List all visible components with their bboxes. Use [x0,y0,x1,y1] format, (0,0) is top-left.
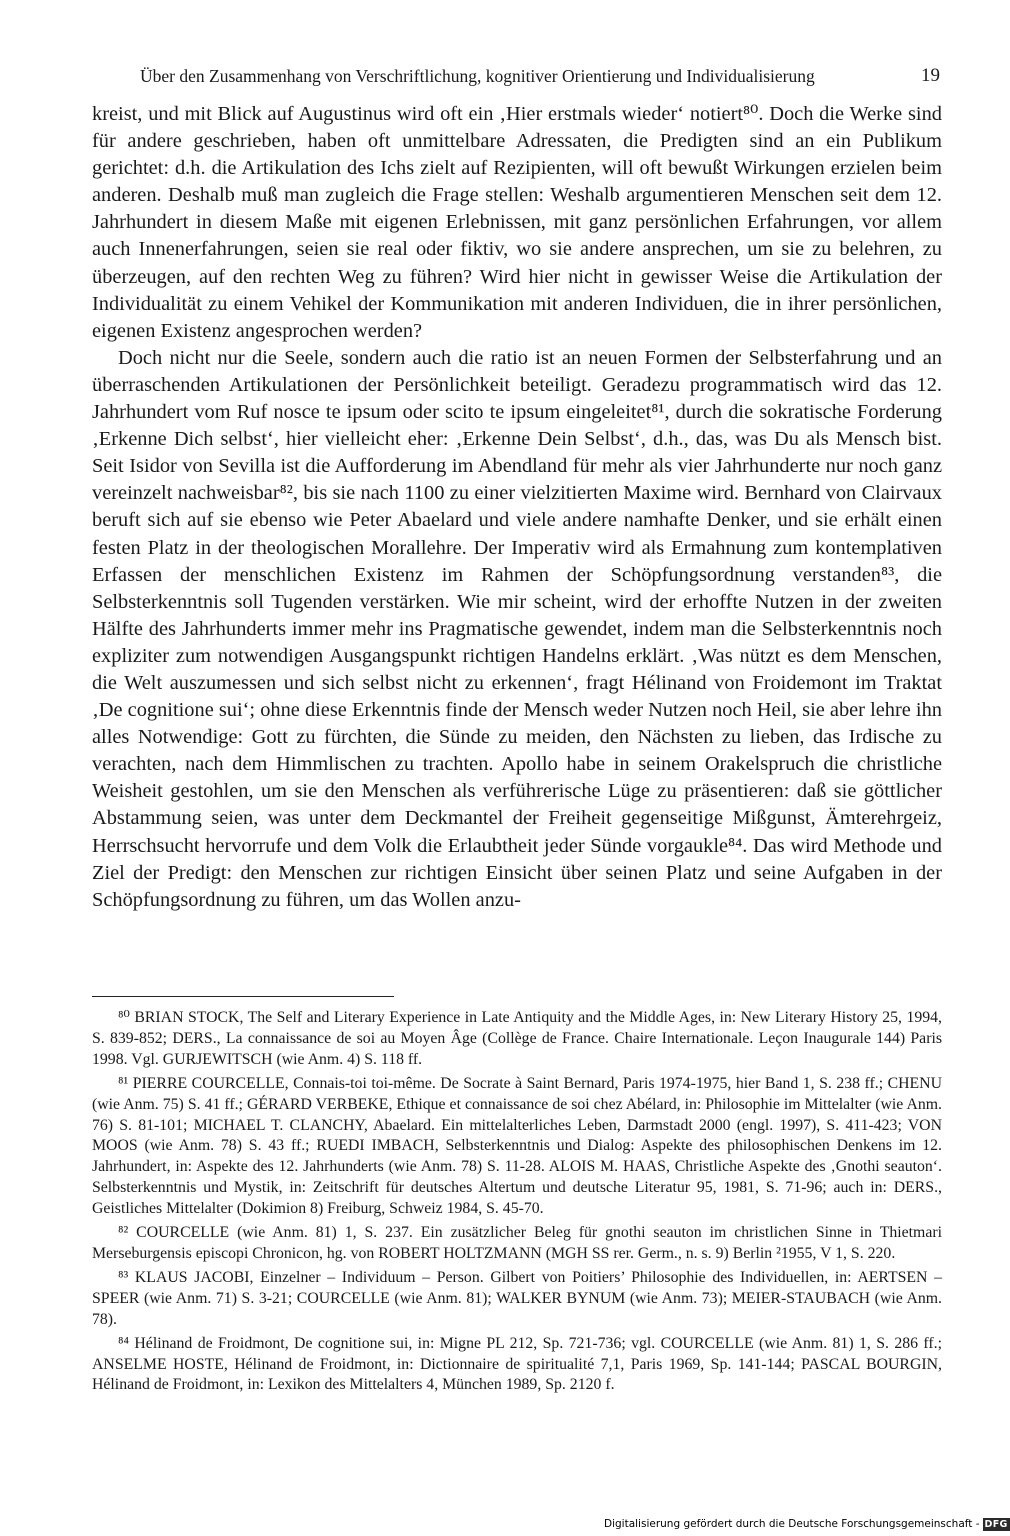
digitization-credit-text: Digitalisierung gefördert durch die Deutsche Forschungsgemeinschaft - [604,1518,980,1530]
digitization-credit [604,1517,1010,1532]
footnote-83: ⁸³ KLAUS JACOBI, Einzelner – Individuum – Person. Gilbert von Poitiers’ Philosophie des Individuellen, in: AERTSEN – SPEER (wie Anm. 71) S. 3-21; COURCELLE (wie Anm. 81); WALKER BYNUM (wie Anm. 73); MEIER-STAUBACH (wie Anm. 78). [92,1268,942,1328]
footnote-separator [92,996,394,997]
body-paragraph-1: kreist, und mit Blick auf Augustinus wird oft ein ‚Hier erstmals wieder‘ notiert⁸⁰. Doch die Werke sind für andere geschrieben, haben oft unmittelbare Adressaten, die Predigten sind an ein Publikum gerichtet: d.h. die Artikulation des Ichs zielt auf Rezipienten, will oft bewußt Wirkungen erzielen beim anderen. Deshalb muß man zugleich die Frage stellen: Weshalb argumentieren Menschen seit dem 12. Jahrhundert in diesem Maße mit eigenen Erlebnissen, mit ganz persönlichen Erfahrungen, vor allem auch Innenerfahrungen, seien sie real oder fiktiv, wo sie andere ansprechen, um sie zu belehren, zu überzeugen, auf den rechten Weg zu führen? Wird hier nicht in gewisser Weise die Artikulation der Individualität zu einem Vehikel der Kommunikation mit anderen Individuen, die in ihrer persönlichen, eigenen Existenz angesprochen werden? [92,103,942,342]
main-text [92,101,942,914]
page-number: 19 [921,65,940,86]
footnote-84: ⁸⁴ Hélinand de Froidmont, De cognitione sui, in: Migne PL 212, Sp. 721-736; vgl. COURCELLE (wie Anm. 81) 1, S. 286 ff.; ANSELME HOSTE, Hélinand de Froidmont, in: Dictionnaire de spiritualité 7,1, Paris 1969, Sp. 141-144; PASCAL BOURGIN, Hélinand de Froidmont, in: Lexikon des Mittelalters 4, München 1989, Sp. 2120 f. [92,1334,942,1394]
footnotes [92,1008,942,1396]
dfg-logo: DFG [984,1519,1008,1530]
body-paragraph-2: Doch nicht nur die Seele, sondern auch die ratio ist an neuen Formen der Selbsterfahrung und an überraschenden Artikulationen der Persönlichkeit beteiligt. Geradezu programmatisch wird das 12. Jahrhundert vom Ruf nosce te ipsum oder scito te ipsum eingeleitet⁸¹, durch die sokratische Forderung ‚Erkenne Dich selbst‘, hier vielleicht eher: ‚Erkenne Dein Selbst‘, d.h., das, was Du als Mensch bist. Seit Isidor von Sevilla ist die Aufforderung im Abendland für mehr als vier Jahrhunderte nur noch ganz vereinzelt nachweisbar⁸², bis sie nach 1100 zu einer vielzitierten Maxime wird. Bernhard von Clairvaux beruft sich auf sie ebenso wie Peter Abaelard und viele andere namhafte Denker, und sie erhält einen festen Platz in der theologischen Morallehre. Der Imperativ wird als Ermahnung zum kontemplativen Erfassen der menschlichen Existenz im Rahmen der Schöpfungsordnung verstanden⁸³, die Selbsterkenntnis soll Tugenden verstärken. Wie mir scheint, wird der erhoffte Nutzen in der zweiten Hälfte des Jahrhunderts immer mehr ins Pragmatische gewendet, indem man die Selbsterkenntnis noch expliziter zum notwendigen Ausgangspunkt richtigen Handelns erklärt. ‚Was nützt es dem Menschen, die Welt auszumessen und sich selbst nicht zu erkennen‘, fragt Hélinand von Froidemont im Traktat ‚De cognitione sui‘; ohne diese Erkenntnis finde der Mensch weder Nutzen noch Heil, sie aber lehre ihn alles Notwendige: Gott zu fürchten, die Sünde zu meiden, den Nächsten zu lieben, das Irdische zu verachten, nach dem Himmlischen zu trachten. Apollo habe in seinem Orakelspruch die christliche Weisheit gestohlen, um sie den Menschen als verführerische Lüge zu präsentieren: daß sie göttlicher Abstammung seien, was unter dem Deckmantel der Freiheit gegenseitige Mißgunst, Ämterehrgeiz, Herrschsucht hervorrufe und dem Volk die Erlaubtheit jeder Sünde vorgaukle⁸⁴. Das wird Methode und Ziel der Predigt: den Menschen zur richtigen Einsicht über seinen Platz und seine Aufgaben in der Schöpfungsordnung zu führen, um das Wollen anzu- [92,346,942,911]
footnote-81: ⁸¹ PIERRE COURCELLE, Connais-toi toi-même. De Socrate à Saint Bernard, Paris 1974-1975, hier Band 1, S. 238 ff.; CHENU (wie Anm. 75) S. 41 ff.; GÉRARD VERBEKE, Ethique et connaissance de soi chez Abélard, in: Philosophie im Mittelalter (wie Anm. 76) S. 81-101; MICHAEL T. CLANCHY, Abaelard. Ein mittelalterliches Leben, Darmstadt 2000 (engl. 1997), S. 411-423; VON MOOS (wie Anm. 78) S. 43 ff.; RUEDI IMBACH, Selbsterkenntnis und Dialog: Aspekte des philosophischen Denkens im 12. Jahrhundert, in: Aspekte des 12. Jahrhunderts (wie Anm. 78) S. 11-28. ALOIS M. HAAS, Christliche Aspekte des ‚Gnothi seauton‘. Selbsterkenntnis und Mystik, in: Zeitschrift für deutsches Altertum und deutsche Literatur 95, 1981, S. 71-96; auch in: DERS., Geistliches Mittelalter (Dokimion 8) Freiburg, Schweiz 1984, S. 45-70. [92,1074,942,1218]
running-title: Über den Zusammenhang von Verschriftlichung, kognitiver Orientierung und Individualisierung [140,66,815,86]
footnote-80: ⁸⁰ BRIAN STOCK, The Self and Literary Experience in Late Antiquity and the Middle Ages, in: New Literary History 25, 1994, S. 839-852; DERS., La connaissance de soi au Moyen Âge (Collège de France. Chaire Internationale. Leçon Inaugurale 144) Paris 1998. Vgl. GURJEWITSCH (wie Anm. 4) S. 118 ff. [92,1009,942,1068]
footnote-82: ⁸² COURCELLE (wie Anm. 81) 1, S. 237. Ein zusätzlicher Beleg für gnothi seauton im christlichen Sinne in Thietmari Merseburgensis episcopi Chronicon, hg. von ROBERT HOLTZMANN (MGH SS rer. Germ., n. s. 9) Berlin ²1955, V 1, S. 220. [92,1224,942,1262]
running-head [140,62,940,90]
